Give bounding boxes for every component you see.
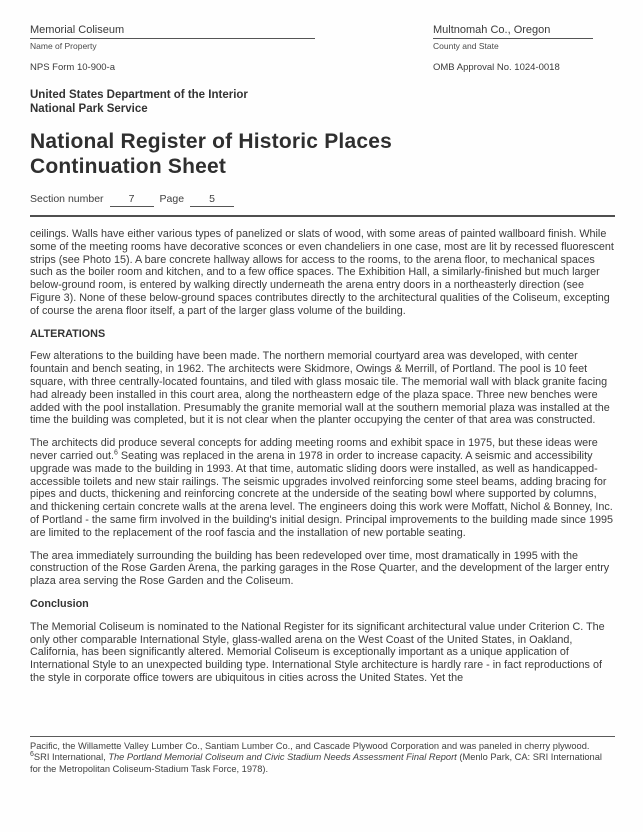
document-title-line2: Continuation Sheet <box>30 155 227 178</box>
heading-alterations: ALTERATIONS <box>30 327 106 340</box>
page-number-value: 5 <box>190 193 234 207</box>
heading-conclusion: Conclusion <box>30 597 89 610</box>
footnote-6-publisher: (Menlo Park, CA: SRI International for the Metropolitan Coliseum-Stadium Task Force, 1978). <box>30 752 602 774</box>
footnote-6-author: SRI International, <box>33 752 109 763</box>
paragraph-alterations-2 <box>30 437 616 539</box>
nps-form-number: NPS Form 10-900-a <box>30 62 116 73</box>
body-text <box>30 228 616 685</box>
paragraph-alterations-1: Few alterations to the building have been made. The northern memorial courtyard area was developed, with center fountain and bench seating, in 1962. The architects were Skidmore, Owings & Merrill, of Portland. The pool is 10 feet square, with three centrally-located fountains, and tiled with glass mosaic tile. The memorial wall with black granite facing had already been installed in this court area, along the northeastern edge of the plaza space. Three new benches were added with the pool installation. Presumably the granite memorial wall at the southern memorial plaza was installed at the time the building was completed, but it is not clear when the planter occupying the center of that area was constructed. <box>30 350 610 427</box>
header-property-row <box>30 24 615 51</box>
footnote-6 <box>30 752 615 775</box>
footnote-section <box>30 736 615 775</box>
section-number-label: Section number <box>30 193 104 205</box>
page-number-label: Page <box>159 193 185 205</box>
header-property-block <box>30 24 330 51</box>
paragraph-alterations-2-text-before: The architects did produce several concepts for adding meeting rooms and exhibit space in 1975, but these ideas were never carried out. <box>30 437 598 462</box>
header-form-row <box>30 62 615 73</box>
paragraph-alterations-2-text-after: Seating was replaced in the arena in 1978 in order to increase capacity. A seismic and accessibility upgrade was made to the building in 1993. At that time, automatic sliding doors were installed, as well as handicapped-accessible toilets and new stair railings. The seismic upgrades involved reinforcing some steel beams, adding bracing for pipes and ducts, thickening and reinforcing concrete at the underside of the seating bowl where supported by columns, and thickening certain concrete walls at the arena level. The engineers doing this work were Moffatt, Nichol & Bonney, Inc. of Portland - the same firm involved in the building's initial design. Principal improvements to the building made since 1995 are limited to the replacement of the roof fascia and the installation of new portable seating. <box>30 449 614 539</box>
document-title <box>30 129 615 179</box>
header-county-block <box>433 24 615 51</box>
agency-block <box>30 88 615 116</box>
agency-department: United States Department of the Interior <box>30 89 248 101</box>
footnote-6-marker: 6 <box>30 751 34 759</box>
paragraph-ceilings: ceilings. Walls have either various types of panelized or slats of wood, with some areas of painted wallboard finish. While some of the meeting rooms have decorative sconces or even chandeliers in one case, most are lit by recessed fluorescent strips (see Photo 15). A bare concrete hallway allows for access to the rooms, to the arena floor, to mechanical spaces such as the boiler room and kitchen, and to a few office spaces. The Exhibition Hall, a similarly-finished but much larger below-ground room, is entered by walking directly underneath the arena entry doors in a northeasterly direction (see Figure 3). None of these below-ground spaces contributes directly to the architectural qualities of the Coliseum, excepting of course the arena floor itself, a part of the larger glass volume of the building. <box>30 228 614 317</box>
property-name-label: Name of Property <box>30 41 97 51</box>
agency-service: National Park Service <box>30 103 148 115</box>
section-number-value: 7 <box>110 193 154 207</box>
paragraph-surroundings: The area immediately surrounding the building has been redeveloped over time, most dramatically in 1995 with the construction of the Rose Garden Arena, the parking garages in the Rose Quarter, and the development of the larger entry plaza area serving the Rose Garden and the Coliseum. <box>30 549 610 588</box>
county-state: Multnomah Co., Oregon <box>433 24 593 39</box>
property-name: Memorial Coliseum <box>30 24 315 39</box>
paragraph-conclusion: The Memorial Coliseum is nominated to the National Register for its significant architectural value under Criterion C. The only other comparable International Style, glass-walled arena on the West Coast of the United States, in Oakland, California, has been significantly altered. Memorial Coliseum is exceptionally important as a unique application of International Style to an unexpected building type. International Style architecture is hardly rare - in fact reproductions of the style in corporate office towers are ubiquitous in cities across the United States. Yet the <box>30 620 605 684</box>
footnote-6-report-title: The Portland Memorial Coliseum and Civic Stadium Needs Assessment Final Report <box>108 752 457 763</box>
footnote-continuation: Pacific, the Willamette Valley Lumber Co., Santiam Lumber Co., and Cascade Plywood Corporation and was paneled in cherry plywood. <box>30 741 590 751</box>
section-number-line <box>30 193 615 207</box>
footnote-reference-6: 6 <box>114 449 118 457</box>
county-state-label: County and State <box>433 41 499 51</box>
document-title-line1: National Register of Historic Places <box>30 130 392 153</box>
omb-approval-number: OMB Approval No. 1024-0018 <box>433 62 560 73</box>
header-divider-rule <box>30 215 615 217</box>
